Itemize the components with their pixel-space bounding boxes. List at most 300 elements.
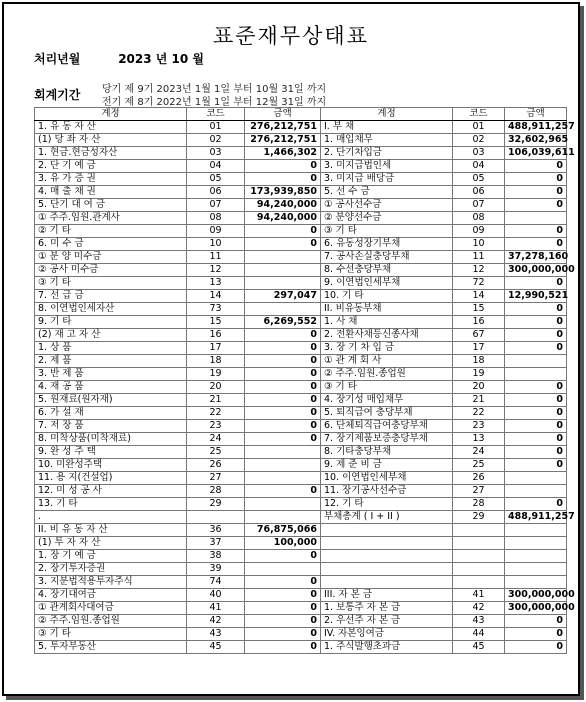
code-left-cell: 03 [187, 147, 245, 160]
code-left-cell: 05 [187, 173, 245, 186]
code-left-cell: 29 [187, 498, 245, 511]
code-right-cell: 72 [453, 277, 505, 290]
code-left-cell: 39 [187, 563, 245, 576]
amount-left-cell: 1,466,302 [245, 147, 321, 160]
amount-left-cell [245, 459, 321, 472]
amount-right-cell: 0 [505, 433, 567, 446]
amount-right-cell: 0 [505, 420, 567, 433]
code-left-cell: 28 [187, 485, 245, 498]
account-left-cell: 2. 장기투자증권 [35, 563, 187, 576]
code-left-cell: 24 [187, 433, 245, 446]
code-right-cell [453, 524, 505, 537]
account-right-cell: 3. 미지급법인세 [321, 160, 453, 173]
account-left-cell: (1) 당 좌 자 산 [35, 134, 187, 147]
code-left-cell: 10 [187, 238, 245, 251]
code-right-cell: 28 [453, 498, 505, 511]
account-left-cell: ① 분 양 미수금 [35, 251, 187, 264]
account-left-cell: ② 공사 미수금 [35, 264, 187, 277]
code-left-cell: 73 [187, 303, 245, 316]
account-right-cell: ② 주주.임원.종업원 [321, 368, 453, 381]
code-right-cell: 29 [453, 511, 505, 524]
account-right-cell: 10. 이연법인세부채 [321, 472, 453, 485]
table-row [35, 368, 567, 381]
account-right-cell: II. 비유동부채 [321, 303, 453, 316]
amount-left-cell [245, 563, 321, 576]
table-row [35, 537, 567, 550]
account-right-cell: 6. 유동성장기부채 [321, 238, 453, 251]
account-right-cell: 3. 미지급 배당금 [321, 173, 453, 186]
account-right-cell: 9. 이연법인세부채 [321, 277, 453, 290]
table-row [35, 407, 567, 420]
amount-right-cell: 0 [505, 342, 567, 355]
amount-right-cell: 0 [505, 641, 567, 654]
amount-right-cell: 0 [505, 186, 567, 199]
amount-left-cell: 0 [245, 550, 321, 563]
amount-left-cell: 0 [245, 381, 321, 394]
code-left-cell: 15 [187, 316, 245, 329]
report-title: 표준재무상태표 [212, 24, 369, 48]
amount-left-cell [245, 446, 321, 459]
account-left-cell: (1) 투 자 자 산 [35, 537, 187, 550]
code-right-cell: 04 [453, 160, 505, 173]
table-row [35, 641, 567, 654]
code-left-cell: 18 [187, 355, 245, 368]
account-right-cell [321, 576, 453, 589]
account-left-cell: ③ 기 타 [35, 277, 187, 290]
table-row [35, 628, 567, 641]
table-row [35, 394, 567, 407]
amount-left-cell: 0 [245, 355, 321, 368]
account-right-cell: 1. 매입채무 [321, 134, 453, 147]
table-row [35, 602, 567, 615]
table-row [35, 446, 567, 459]
account-right-cell: 부채총계 ( I + II ) [321, 511, 453, 524]
table-row [35, 316, 567, 329]
code-left-cell: 07 [187, 199, 245, 212]
amount-right-cell [505, 563, 567, 576]
table-row [35, 134, 567, 147]
code-right-cell: 08 [453, 212, 505, 225]
amount-right-cell [505, 576, 567, 589]
code-left-cell: 13 [187, 277, 245, 290]
code-right-cell: 19 [453, 368, 505, 381]
amount-right-cell: 0 [505, 238, 567, 251]
code-right-cell: 13 [453, 433, 505, 446]
code-right-cell: 11 [453, 251, 505, 264]
account-right-cell: 11. 장기공사선수금 [321, 485, 453, 498]
code-right-cell [453, 576, 505, 589]
amount-right-cell: 12,990,521 [505, 290, 567, 303]
amount-right-cell: 300,000,000 [505, 602, 567, 615]
amount-left-cell [245, 472, 321, 485]
account-left-cell: 4. 장기대여금 [35, 589, 187, 602]
amount-right-cell: 488,911,257 [505, 511, 567, 524]
amount-left-cell: 0 [245, 589, 321, 602]
amount-left-cell: 0 [245, 173, 321, 186]
table-row [35, 589, 567, 602]
code-right-cell: 67 [453, 329, 505, 342]
account-right-cell: ③ 기 타 [321, 225, 453, 238]
code-left-cell: 20 [187, 381, 245, 394]
header-code-left: 코드 [187, 108, 245, 121]
account-right-cell [321, 550, 453, 563]
code-right-cell: 26 [453, 472, 505, 485]
account-left-cell: ① 관계회사대여금 [35, 602, 187, 615]
code-right-cell: 22 [453, 407, 505, 420]
account-right-cell: 12. 기 타 [321, 498, 453, 511]
amount-right-cell: 300,000,000 [505, 589, 567, 602]
header-code-right: 코드 [453, 108, 505, 121]
account-right-cell: IV. 자본잉여금 [321, 628, 453, 641]
code-left-cell: 27 [187, 472, 245, 485]
amount-left-cell [245, 277, 321, 290]
account-left-cell: 5. 투자부동산 [35, 641, 187, 654]
account-left-cell: 7. 선 급 금 [35, 290, 187, 303]
amount-left-cell: 94,240,000 [245, 212, 321, 225]
code-right-cell: 18 [453, 355, 505, 368]
code-right-cell: 06 [453, 186, 505, 199]
code-left-cell: 41 [187, 602, 245, 615]
amount-left-cell [245, 511, 321, 524]
account-left-cell: 8. 이연법인세자산 [35, 303, 187, 316]
table-header-row [35, 108, 567, 121]
amount-right-cell: 0 [505, 225, 567, 238]
amount-left-cell: 173,939,850 [245, 186, 321, 199]
code-right-cell: 14 [453, 290, 505, 303]
code-right-cell: 42 [453, 602, 505, 615]
table-row [35, 511, 567, 524]
code-left-cell [187, 511, 245, 524]
account-left-cell: 12. 미 성 공 사 [35, 485, 187, 498]
code-left-cell: 04 [187, 160, 245, 173]
amount-left-cell: 0 [245, 225, 321, 238]
account-right-cell: ③ 기 타 [321, 381, 453, 394]
account-right-cell: 4. 장기성 매입채무 [321, 394, 453, 407]
account-left-cell: 1. 장 기 예 금 [35, 550, 187, 563]
amount-right-cell: 0 [505, 498, 567, 511]
amount-left-cell [245, 264, 321, 277]
code-right-cell: 12 [453, 264, 505, 277]
amount-left-cell: 0 [245, 420, 321, 433]
table-row [35, 329, 567, 342]
account-left-cell: 3. 지분법적용투자주식 [35, 576, 187, 589]
account-left-cell: ③ 기 타 [35, 628, 187, 641]
code-right-cell: 20 [453, 381, 505, 394]
amount-right-cell [505, 355, 567, 368]
account-left-cell: 5. 원재료(원자재) [35, 394, 187, 407]
code-right-cell: 16 [453, 316, 505, 329]
amount-left-cell: 0 [245, 602, 321, 615]
account-right-cell: 1. 주식발행초과금 [321, 641, 453, 654]
balance-sheet-table [34, 107, 575, 654]
header-amount-left: 금액 [245, 108, 321, 121]
amount-left-cell: 0 [245, 576, 321, 589]
code-left-cell: 16 [187, 329, 245, 342]
table-row [35, 277, 567, 290]
code-left-cell: 25 [187, 446, 245, 459]
code-left-cell: 37 [187, 537, 245, 550]
amount-right-cell: 0 [505, 160, 567, 173]
amount-left-cell: 94,240,000 [245, 199, 321, 212]
table-row [35, 251, 567, 264]
account-left-cell: ② 주주.임원.종업원 [35, 615, 187, 628]
amount-right-cell [505, 485, 567, 498]
amount-right-cell [505, 212, 567, 225]
amount-left-cell: 276,212,751 [245, 134, 321, 147]
code-left-cell: 36 [187, 524, 245, 537]
account-left-cell: 5. 단기 대 여 금 [35, 199, 187, 212]
amount-right-cell: 0 [505, 277, 567, 290]
code-right-cell: 02 [453, 134, 505, 147]
account-left-cell: 3. 유 가 증 권 [35, 173, 187, 186]
account-left-cell: 7. 저 장 품 [35, 420, 187, 433]
amount-left-cell: 100,000 [245, 537, 321, 550]
code-right-cell: 24 [453, 446, 505, 459]
amount-right-cell: 0 [505, 199, 567, 212]
amount-right-cell: 0 [505, 303, 567, 316]
period-row [34, 50, 204, 67]
amount-left-cell [245, 251, 321, 264]
amount-left-cell: 0 [245, 628, 321, 641]
code-right-cell: 05 [453, 173, 505, 186]
table-row [35, 290, 567, 303]
table-row [35, 433, 567, 446]
account-left-cell: 10. 미완성주택 [35, 459, 187, 472]
amount-left-cell: 0 [245, 329, 321, 342]
code-right-cell: 15 [453, 303, 505, 316]
account-left-cell: ① 주주.임원.관계사 [35, 212, 187, 225]
code-left-cell: 01 [187, 121, 245, 134]
table-row [35, 173, 567, 186]
amount-left-cell: 0 [245, 342, 321, 355]
table-row [35, 238, 567, 251]
table-row [35, 420, 567, 433]
amount-left-cell: 276,212,751 [245, 121, 321, 134]
account-left-cell: 3. 반 제 품 [35, 368, 187, 381]
accounting-period-label: 회계기간 [34, 88, 81, 102]
table-row [35, 472, 567, 485]
account-left-cell: (2) 재 고 자 산 [35, 329, 187, 342]
amount-left-cell: 76,875,066 [245, 524, 321, 537]
amount-left-cell: 0 [245, 238, 321, 251]
amount-right-cell: 0 [505, 329, 567, 342]
code-right-cell: 41 [453, 589, 505, 602]
account-right-cell: ① 공사선수금 [321, 199, 453, 212]
code-right-cell: 23 [453, 420, 505, 433]
code-right-cell: 10 [453, 238, 505, 251]
amount-right-cell: 0 [505, 407, 567, 420]
amount-right-cell: 0 [505, 316, 567, 329]
amount-right-cell [505, 550, 567, 563]
code-left-cell: 40 [187, 589, 245, 602]
account-left-cell: 6. 미 수 금 [35, 238, 187, 251]
amount-left-cell [245, 498, 321, 511]
account-left-cell: 2. 제 품 [35, 355, 187, 368]
account-right-cell: ② 분양선수금 [321, 212, 453, 225]
code-right-cell: 09 [453, 225, 505, 238]
account-right-cell: 2. 우선주 자 본 금 [321, 615, 453, 628]
code-left-cell: 08 [187, 212, 245, 225]
table-row [35, 485, 567, 498]
amount-right-cell [505, 537, 567, 550]
code-left-cell: 06 [187, 186, 245, 199]
code-left-cell: 21 [187, 394, 245, 407]
header-account-right: 계정 [321, 108, 453, 121]
account-left-cell: 1. 상 품 [35, 342, 187, 355]
amount-right-cell: 0 [505, 381, 567, 394]
amount-right-cell: 0 [505, 173, 567, 186]
account-left-cell: 9. 완 성 주 택 [35, 446, 187, 459]
account-right-cell: 8. 수선충당부채 [321, 264, 453, 277]
account-right-cell: 5. 퇴직급여 충당부채 [321, 407, 453, 420]
table-row [35, 264, 567, 277]
account-left-cell: . [35, 511, 187, 524]
amount-left-cell [245, 303, 321, 316]
account-left-cell: 1. 현금.현금성자산 [35, 147, 187, 160]
account-left-cell: II. 비 유 동 자 산 [35, 524, 187, 537]
accounting-current: 당기 제 9기 2023년 1월 1일 부터 10월 31일 까지 [102, 84, 327, 95]
code-left-cell: 23 [187, 420, 245, 433]
account-right-cell: 8. 기타충당부채 [321, 446, 453, 459]
code-left-cell: 02 [187, 134, 245, 147]
period-value: 2023 년 10 월 [118, 52, 205, 66]
table-row [35, 524, 567, 537]
code-left-cell: 42 [187, 615, 245, 628]
table-row [35, 498, 567, 511]
table-row [35, 459, 567, 472]
account-left-cell: 2. 단 기 예 금 [35, 160, 187, 173]
code-left-cell: 26 [187, 459, 245, 472]
account-left-cell: 13. 기 타 [35, 498, 187, 511]
code-right-cell: 01 [453, 121, 505, 134]
code-left-cell: 45 [187, 641, 245, 654]
amount-right-cell: 0 [505, 628, 567, 641]
account-right-cell: 5. 선 수 금 [321, 186, 453, 199]
table-row [35, 355, 567, 368]
amount-left-cell: 0 [245, 485, 321, 498]
table-row [35, 303, 567, 316]
code-left-cell: 43 [187, 628, 245, 641]
amount-right-cell: 106,039,611 [505, 147, 567, 160]
table-row [35, 186, 567, 199]
amount-right-cell: 37,278,160 [505, 251, 567, 264]
account-left-cell: 8. 미착상품(미착재료) [35, 433, 187, 446]
account-left-cell: 11. 용 지(건설업) [35, 472, 187, 485]
code-right-cell: 07 [453, 199, 505, 212]
account-right-cell: 6. 단체퇴직급여충당부채 [321, 420, 453, 433]
code-right-cell [453, 537, 505, 550]
amount-left-cell: 0 [245, 407, 321, 420]
code-left-cell: 09 [187, 225, 245, 238]
account-right-cell [321, 537, 453, 550]
header-account-left: 계정 [35, 108, 187, 121]
code-right-cell [453, 563, 505, 576]
account-right-cell: 10. 기 타 [321, 290, 453, 303]
code-right-cell: 45 [453, 641, 505, 654]
account-right-cell: 7. 장기제품보증충당부채 [321, 433, 453, 446]
table-row [35, 147, 567, 160]
account-right-cell: 1. 사 채 [321, 316, 453, 329]
table-row [35, 381, 567, 394]
account-right-cell: III. 자 본 금 [321, 589, 453, 602]
code-right-cell: 25 [453, 459, 505, 472]
amount-right-cell: 0 [505, 459, 567, 472]
account-right-cell: 7. 공사손실충당부채 [321, 251, 453, 264]
account-right-cell: 9. 제 준 비 금 [321, 459, 453, 472]
amount-right-cell [505, 368, 567, 381]
code-left-cell: 74 [187, 576, 245, 589]
code-right-cell: 43 [453, 615, 505, 628]
amount-right-cell [505, 524, 567, 537]
table-row [35, 121, 567, 134]
amount-right-cell: 32,602,965 [505, 134, 567, 147]
report-frame [2, 2, 580, 696]
account-left-cell: 4. 재 공 품 [35, 381, 187, 394]
code-right-cell [453, 550, 505, 563]
account-left-cell: 6. 가 설 재 [35, 407, 187, 420]
code-left-cell: 19 [187, 368, 245, 381]
code-left-cell: 17 [187, 342, 245, 355]
amount-right-cell [505, 472, 567, 485]
code-right-cell: 44 [453, 628, 505, 641]
code-right-cell: 17 [453, 342, 505, 355]
amount-left-cell: 0 [245, 160, 321, 173]
account-right-cell: 1. 보통주 자 본 금 [321, 602, 453, 615]
account-right-cell [321, 524, 453, 537]
account-right-cell: 3. 장 기 차 입 금 [321, 342, 453, 355]
amount-right-cell: 488,911,257 [505, 121, 567, 134]
amount-right-cell: 0 [505, 446, 567, 459]
accounting-previous: 전기 제 8기 2022년 1월 1일 부터 12월 31일 까지 [102, 97, 327, 108]
table-row [35, 550, 567, 563]
amount-left-cell: 0 [245, 433, 321, 446]
amount-left-cell: 6,269,552 [245, 316, 321, 329]
code-left-cell: 11 [187, 251, 245, 264]
account-right-cell: ① 관 계 회 사 [321, 355, 453, 368]
amount-left-cell: 0 [245, 641, 321, 654]
period-label: 처리년월 [34, 52, 81, 66]
amount-left-cell: 0 [245, 615, 321, 628]
table-row [35, 199, 567, 212]
amount-right-cell: 0 [505, 615, 567, 628]
code-left-cell: 22 [187, 407, 245, 420]
header-amount-right: 금액 [505, 108, 567, 121]
code-right-cell: 21 [453, 394, 505, 407]
table-row [35, 576, 567, 589]
account-right-cell [321, 563, 453, 576]
table-row [35, 342, 567, 355]
amount-right-cell: 0 [505, 394, 567, 407]
code-left-cell: 38 [187, 550, 245, 563]
amount-left-cell: 297,047 [245, 290, 321, 303]
account-right-cell: 2. 단기차입금 [321, 147, 453, 160]
account-left-cell: ② 기 타 [35, 225, 187, 238]
amount-left-cell: 0 [245, 368, 321, 381]
account-left-cell: 9. 기 타 [35, 316, 187, 329]
account-right-cell: 2. 전환사채등신종사채 [321, 329, 453, 342]
table-row [35, 212, 567, 225]
table-body [35, 121, 575, 654]
table-row [35, 225, 567, 238]
account-left-cell: 4. 매 출 채 권 [35, 186, 187, 199]
code-left-cell: 14 [187, 290, 245, 303]
code-left-cell: 12 [187, 264, 245, 277]
account-right-cell: I. 부 채 [321, 121, 453, 134]
table-row [35, 615, 567, 628]
code-right-cell: 03 [453, 147, 505, 160]
amount-right-cell: 300,000,000 [505, 264, 567, 277]
table-row [35, 160, 567, 173]
